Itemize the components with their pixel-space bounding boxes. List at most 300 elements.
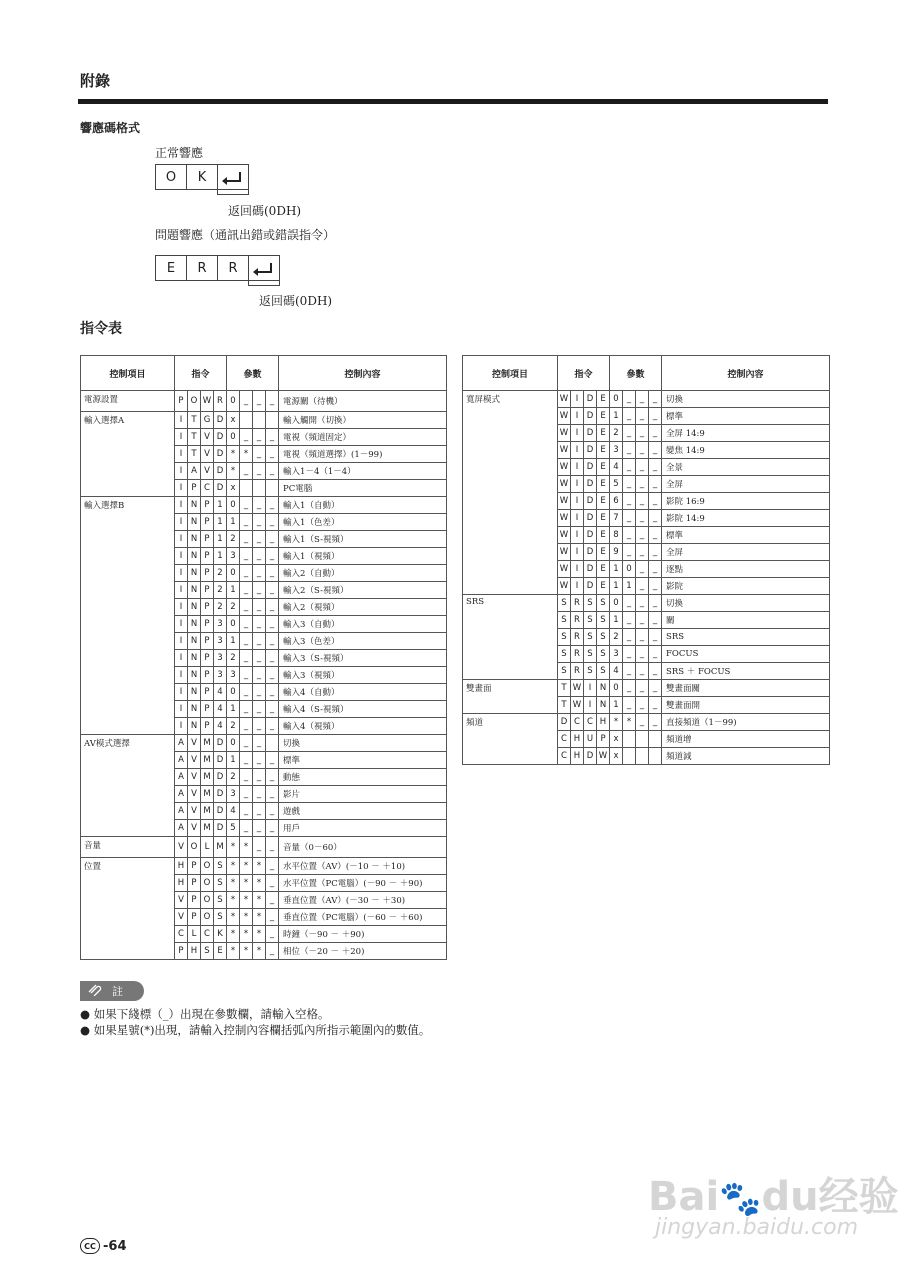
control-content: 全屏 [662, 544, 830, 561]
param-char: 2 [227, 650, 240, 667]
control-content: 切換 [662, 391, 830, 408]
command-char: A [175, 735, 188, 752]
param-char: _ [636, 612, 649, 629]
command-char: W [558, 408, 571, 425]
param-char: _ [266, 752, 279, 769]
param-char: _ [240, 650, 253, 667]
baidu-watermark-logo: Bai🐾du经验 [648, 1174, 899, 1220]
param-char: * [253, 892, 266, 909]
command-char: P [201, 718, 214, 735]
control-content: 影院 16:9 [662, 493, 830, 510]
param-char: _ [266, 892, 279, 909]
param-char: x [227, 412, 240, 429]
command-char: V [188, 735, 201, 752]
param-char: _ [253, 531, 266, 548]
command-char: V [175, 909, 188, 926]
command-char: I [571, 425, 584, 442]
command-char: P [188, 480, 201, 497]
command-char: 4 [214, 701, 227, 718]
param-char: _ [266, 650, 279, 667]
command-char: D [584, 391, 597, 408]
param-char: * [253, 943, 266, 960]
param-char [636, 748, 649, 765]
command-char: I [175, 633, 188, 650]
control-content: 輸入2（S-視頻） [279, 582, 447, 599]
table-row [463, 391, 830, 408]
param-char: * [253, 926, 266, 943]
param-char: _ [240, 582, 253, 599]
param-char: _ [649, 680, 662, 697]
code-char: E [156, 256, 187, 280]
command-char: D [214, 480, 227, 497]
command-char: I [571, 561, 584, 578]
command-char: M [201, 752, 214, 769]
param-char: _ [253, 565, 266, 582]
cc-logo-icon: CC [80, 1238, 100, 1254]
command-char: I [175, 497, 188, 514]
command-char: M [201, 820, 214, 837]
command-char: N [188, 684, 201, 701]
command-char: P [201, 650, 214, 667]
control-content: SRS ＋ FOCUS [662, 663, 830, 680]
control-content: 電視（頻道選擇）(1－99) [279, 446, 447, 463]
param-char: _ [636, 544, 649, 561]
command-char: W [558, 578, 571, 595]
param-char: * [227, 909, 240, 926]
param-char: _ [240, 820, 253, 837]
header-item: 控制項目 [81, 356, 175, 391]
normal-return-label: 返回碼(0DH) [228, 204, 302, 218]
page-number [80, 1238, 127, 1254]
param-char: _ [636, 476, 649, 493]
param-char: _ [649, 493, 662, 510]
param-char: _ [266, 786, 279, 803]
param-char: _ [649, 714, 662, 731]
param-char: _ [649, 442, 662, 459]
command-char: S [597, 595, 610, 612]
command-char: P [201, 531, 214, 548]
command-char: I [175, 599, 188, 616]
command-char: D [214, 463, 227, 480]
param-char: * [253, 909, 266, 926]
control-content: 遊戲 [279, 803, 447, 820]
param-char: _ [253, 633, 266, 650]
param-char: _ [623, 476, 636, 493]
control-content: 輸入3（自動） [279, 616, 447, 633]
command-char: I [584, 697, 597, 714]
param-char: 0 [227, 735, 240, 752]
param-char: _ [649, 578, 662, 595]
command-char: I [571, 408, 584, 425]
header-content: 控制內容 [662, 356, 830, 391]
command-char: P [201, 548, 214, 565]
param-char: _ [253, 803, 266, 820]
header-content: 控制內容 [279, 356, 447, 391]
param-char: 2 [227, 769, 240, 786]
param-char [240, 412, 253, 429]
param-char: _ [253, 786, 266, 803]
command-char: V [188, 803, 201, 820]
command-char: S [597, 646, 610, 663]
param-char: _ [623, 408, 636, 425]
command-char: S [558, 629, 571, 646]
param-char: _ [623, 544, 636, 561]
param-char: _ [636, 697, 649, 714]
control-content: 影院 14:9 [662, 510, 830, 527]
command-char: S [597, 629, 610, 646]
control-content: 影片 [279, 786, 447, 803]
param-char: _ [253, 837, 266, 858]
command-char: W [558, 544, 571, 561]
param-char: 4 [610, 459, 623, 476]
command-char: 3 [214, 616, 227, 633]
control-content: 全景 [662, 459, 830, 476]
command-char: I [175, 548, 188, 565]
control-content: 垂直位置（AV）(－30 － ＋30) [279, 892, 447, 909]
command-char: I [571, 459, 584, 476]
param-char: _ [253, 616, 266, 633]
param-char: 0 [227, 391, 240, 412]
command-char: N [188, 531, 201, 548]
param-char: 3 [610, 442, 623, 459]
command-char: O [201, 909, 214, 926]
command-char: S [584, 629, 597, 646]
param-char: 0 [227, 684, 240, 701]
command-char: M [201, 786, 214, 803]
command-char: I [175, 684, 188, 701]
param-char: _ [623, 663, 636, 680]
response-format-title: 響應碼格式 [80, 121, 141, 135]
param-char: _ [240, 616, 253, 633]
command-char: I [584, 680, 597, 697]
command-char: 4 [214, 718, 227, 735]
param-char [240, 480, 253, 497]
command-char: I [571, 442, 584, 459]
param-char: _ [266, 531, 279, 548]
command-char: K [214, 926, 227, 943]
command-char: P [201, 701, 214, 718]
param-char: _ [636, 442, 649, 459]
command-char: S [597, 663, 610, 680]
control-content: 用戶 [279, 820, 447, 837]
param-char: _ [266, 701, 279, 718]
param-char: _ [649, 697, 662, 714]
command-char: D [584, 425, 597, 442]
control-content: 變焦 14:9 [662, 442, 830, 459]
command-char: O [201, 875, 214, 892]
param-char: _ [649, 459, 662, 476]
param-char: _ [266, 667, 279, 684]
page-number-text: -64 [103, 1238, 127, 1254]
table-row [81, 412, 447, 429]
command-char: N [188, 616, 201, 633]
command-char: C [558, 731, 571, 748]
command-char: S [584, 663, 597, 680]
command-char: A [175, 820, 188, 837]
code-char: O [156, 165, 187, 189]
command-char: 1 [214, 497, 227, 514]
param-char: * [240, 858, 253, 875]
command-char: W [558, 510, 571, 527]
command-char: D [214, 769, 227, 786]
param-char: 9 [610, 544, 623, 561]
param-char: 0 [610, 391, 623, 408]
param-char: _ [240, 752, 253, 769]
command-char: D [214, 446, 227, 463]
command-char: S [201, 943, 214, 960]
command-char: G [201, 412, 214, 429]
control-content: 直接頻道（1－99) [662, 714, 830, 731]
table-row [81, 735, 447, 752]
param-char: _ [266, 565, 279, 582]
control-content: 輸入4（S-視頻） [279, 701, 447, 718]
command-char: O [201, 858, 214, 875]
normal-response-label: 正常響應 [155, 146, 204, 160]
param-char: 5 [227, 820, 240, 837]
command-char: D [214, 752, 227, 769]
param-char: * [227, 858, 240, 875]
param-char: 1 [610, 578, 623, 595]
control-content: 電源關（待機） [279, 391, 447, 412]
control-content: 輸入1（色差） [279, 514, 447, 531]
command-char: M [214, 837, 227, 858]
command-char: D [214, 429, 227, 446]
param-char: 0 [227, 429, 240, 446]
table-row [463, 714, 830, 731]
command-char: I [175, 650, 188, 667]
param-char: 1 [227, 752, 240, 769]
param-char: _ [266, 446, 279, 463]
command-char: E [597, 527, 610, 544]
command-char: P [188, 858, 201, 875]
param-char: 0 [610, 680, 623, 697]
param-char: * [240, 926, 253, 943]
control-content: 頻道減 [662, 748, 830, 765]
param-char: 1 [623, 578, 636, 595]
param-char [253, 480, 266, 497]
param-char: 0 [623, 561, 636, 578]
param-char [266, 480, 279, 497]
command-char: A [175, 752, 188, 769]
command-char: V [188, 786, 201, 803]
param-char: _ [253, 735, 266, 752]
control-item: SRS [463, 595, 558, 680]
command-char: N [188, 582, 201, 599]
command-char: V [175, 837, 188, 858]
note-badge [80, 981, 144, 1001]
header-command: 指令 [175, 356, 227, 391]
command-char: S [214, 892, 227, 909]
error-return-label: 返回碼(0DH) [259, 294, 333, 308]
param-char: 1 [610, 561, 623, 578]
command-char: S [558, 663, 571, 680]
error-response-label: 問題響應（通訊出錯或錯誤指令） [155, 228, 336, 242]
param-char: _ [636, 663, 649, 680]
code-char: R [187, 256, 218, 280]
command-char: P [201, 565, 214, 582]
param-char [649, 731, 662, 748]
command-char: P [597, 731, 610, 748]
command-char: E [597, 391, 610, 408]
command-char: C [201, 926, 214, 943]
control-content: 雙畫面關 [662, 680, 830, 697]
command-char: N [188, 514, 201, 531]
param-char: _ [240, 463, 253, 480]
command-char: M [201, 735, 214, 752]
control-content: 水平位置（AV）(－10 － ＋10) [279, 858, 447, 875]
command-char: E [597, 425, 610, 442]
command-char: P [201, 599, 214, 616]
command-char: I [175, 718, 188, 735]
param-char [623, 731, 636, 748]
param-char: _ [240, 803, 253, 820]
command-char: P [188, 909, 201, 926]
param-char: _ [636, 629, 649, 646]
param-char: _ [240, 429, 253, 446]
param-char: 4 [227, 803, 240, 820]
command-char: R [214, 391, 227, 412]
param-char: _ [266, 463, 279, 480]
control-content: 輸入2（自動） [279, 565, 447, 582]
param-char: _ [240, 786, 253, 803]
param-char: * [227, 875, 240, 892]
normal-response-code [155, 164, 249, 190]
command-char: D [584, 459, 597, 476]
param-char: _ [266, 926, 279, 943]
command-char: V [201, 446, 214, 463]
param-char: _ [649, 391, 662, 408]
command-char: V [188, 752, 201, 769]
control-item: 頻道 [463, 714, 558, 765]
param-char: _ [240, 667, 253, 684]
command-char: A [188, 463, 201, 480]
param-char: _ [266, 514, 279, 531]
command-char: W [558, 493, 571, 510]
error-response-code [155, 255, 280, 281]
param-char: _ [636, 459, 649, 476]
command-char: D [584, 578, 597, 595]
command-char: D [214, 803, 227, 820]
command-char: 1 [214, 531, 227, 548]
param-char: _ [266, 943, 279, 960]
control-content: SRS [662, 629, 830, 646]
command-char: C [571, 714, 584, 731]
command-char: S [558, 595, 571, 612]
param-char: 1 [610, 408, 623, 425]
param-char: 3 [610, 646, 623, 663]
param-char: _ [266, 858, 279, 875]
param-char: _ [253, 667, 266, 684]
param-char: _ [623, 442, 636, 459]
control-content: 頻道增 [662, 731, 830, 748]
param-char: _ [636, 527, 649, 544]
control-content: 全屏 14:9 [662, 425, 830, 442]
note-item: ● 如果星號(*)出現，請輸入控制內容欄括弧內所指示範圍內的數值。 [80, 1023, 431, 1037]
command-char: H [597, 714, 610, 731]
command-char: S [558, 646, 571, 663]
command-char: I [175, 514, 188, 531]
param-char: _ [636, 680, 649, 697]
command-char: H [175, 875, 188, 892]
param-char: _ [636, 578, 649, 595]
control-content: 時鐘（－90 － ＋90) [279, 926, 447, 943]
command-char: D [584, 442, 597, 459]
param-char: _ [253, 701, 266, 718]
param-char: _ [649, 612, 662, 629]
command-char: 4 [214, 684, 227, 701]
param-char: _ [266, 718, 279, 735]
param-char [636, 731, 649, 748]
paperclip-icon [88, 984, 102, 999]
param-char: _ [636, 595, 649, 612]
control-item: 雙畫面 [463, 680, 558, 714]
param-char: * [240, 875, 253, 892]
param-char: * [240, 892, 253, 909]
param-char: _ [266, 803, 279, 820]
command-char: E [597, 561, 610, 578]
control-content: 影院 [662, 578, 830, 595]
command-char: O [188, 837, 201, 858]
param-char: _ [240, 548, 253, 565]
command-char: P [201, 667, 214, 684]
param-char: 2 [227, 599, 240, 616]
control-content: 動態 [279, 769, 447, 786]
param-char: 7 [610, 510, 623, 527]
command-char: I [175, 446, 188, 463]
command-char: D [214, 735, 227, 752]
param-char: _ [253, 718, 266, 735]
command-char: V [188, 769, 201, 786]
command-char: P [201, 633, 214, 650]
param-char: _ [253, 497, 266, 514]
param-char: * [240, 943, 253, 960]
param-char: 3 [227, 786, 240, 803]
control-content: 輸入1（S-視頻） [279, 531, 447, 548]
param-char: * [227, 926, 240, 943]
param-char [266, 735, 279, 752]
command-char: T [558, 697, 571, 714]
param-char [649, 748, 662, 765]
command-char: O [201, 892, 214, 909]
param-char: x [610, 748, 623, 765]
param-char: _ [240, 565, 253, 582]
control-content: 輸入1（視頻） [279, 548, 447, 565]
param-char: _ [636, 425, 649, 442]
command-char: I [571, 510, 584, 527]
command-char: 3 [214, 633, 227, 650]
param-char: _ [240, 514, 253, 531]
command-char: N [188, 701, 201, 718]
command-char: S [214, 875, 227, 892]
command-char: I [175, 701, 188, 718]
param-char: 2 [610, 629, 623, 646]
param-char: _ [253, 446, 266, 463]
command-char: I [175, 480, 188, 497]
table-row [463, 595, 830, 612]
param-char: * [253, 858, 266, 875]
command-char: 2 [214, 565, 227, 582]
param-char: _ [266, 599, 279, 616]
param-char: _ [253, 684, 266, 701]
command-char: I [175, 531, 188, 548]
param-char: _ [649, 510, 662, 527]
param-char: * [227, 892, 240, 909]
command-char: N [188, 718, 201, 735]
command-char: I [175, 412, 188, 429]
command-char: A [175, 803, 188, 820]
param-char: _ [253, 514, 266, 531]
command-char: O [188, 391, 201, 412]
